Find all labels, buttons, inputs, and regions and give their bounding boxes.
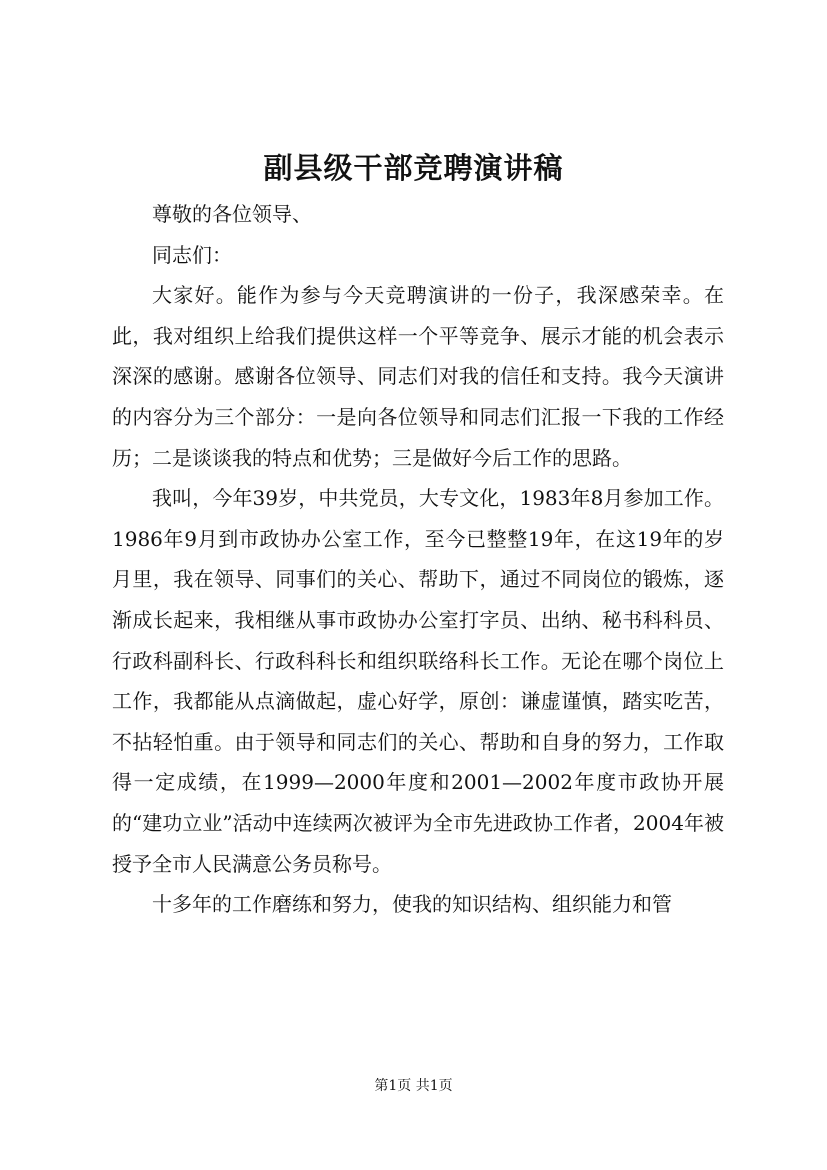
paragraph-greeting: 大家好。能作为参与今天竞聘演讲的一份子，我深感荣幸。在此，我对组织上给我们提供这样一个平等竞争、展示才能的机会表示深深的感谢。感谢各位领导、同志们对我的信任和支持。我今天演讲的内容分为三个部分：一是向各位领导和同志们汇报一下我的工作经历；二是谈谈我的特点和优势；三是做好今后工作的思路。: [112, 283, 724, 470]
paragraph-continuation: 十多年的工作磨练和努力，使我的知识结构、组织能力和管: [152, 892, 672, 917]
salutation-line-1: 尊敬的各位领导、: [152, 202, 312, 226]
salutation-line-2: 同志们：: [152, 242, 232, 267]
document-title: 副县级干部竞聘演讲稿: [263, 151, 564, 185]
page-footer: 第1页 共1页: [374, 1078, 453, 1094]
document-body: [112, 194, 724, 925]
paragraph-experience: 我叫，今年39岁，中共党员，大专文化，1983年8月参加工作。1986年9月到市政协办公室工作，至今已整整19年，在这19年的岁月里，我在领导、同事们的关心、帮助下，通过不同岗位的锻炼，逐渐成长起来，我相继从事市政协办公室打字员、出纳、秘书科科员、行政科副科长、行政科科长和组织联络科长工作。无论在哪个岗位上工作，我都能从点滴做起，虚心好学，原创：谦虚谨慎，踏实吃苦，不拈轻怕重。由于领导和同志们的关心、帮助和自身的努力，工作取得一定成绩，在1999—2000年度和2001—2002年度市政协开展的“建功立业”活动中连续两次被评为全市先进政协工作者，2004年被授予全市人民满意公务员称号。: [112, 486, 724, 876]
